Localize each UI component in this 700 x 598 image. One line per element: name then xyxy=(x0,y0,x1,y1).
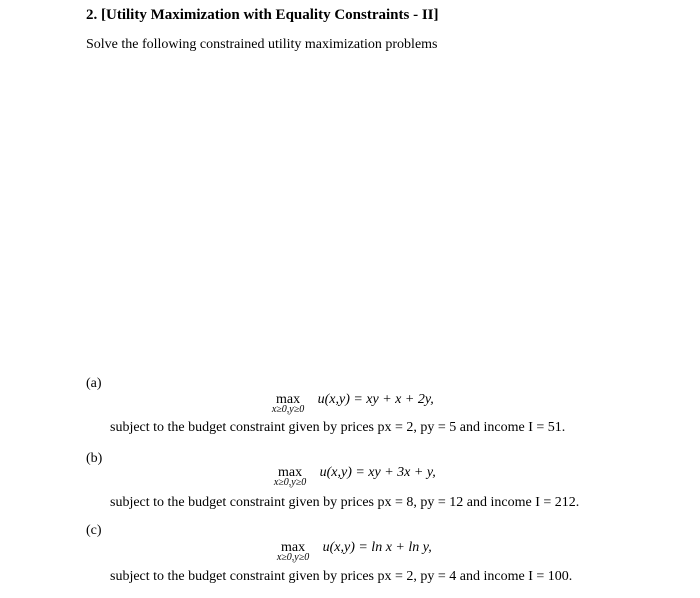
part-a-objective: u(x,y) = xy + x + 2y, xyxy=(317,392,434,407)
problem-intro: Solve the following constrained utility maximization problems xyxy=(86,37,438,52)
part-b-max-operator xyxy=(273,465,307,488)
part-b-label: (b) xyxy=(86,451,103,466)
part-a-constraint: subject to the budget constraint given by prices px = 2, py = 5 and income I = 51. xyxy=(110,420,566,435)
part-b-max-word: max xyxy=(278,465,303,480)
part-b-max-subscript: x≥0,y≥0 xyxy=(273,477,307,488)
part-b-objective-block xyxy=(273,465,436,488)
part-b-constraint: subject to the budget constraint given by prices px = 8, py = 12 and income I = 212. xyxy=(110,495,580,510)
part-c-objective-block xyxy=(276,540,432,563)
part-a-max-word: max xyxy=(276,392,301,407)
part-c-objective: u(x,y) = ln x + ln y, xyxy=(322,540,432,555)
part-b-objective: u(x,y) = xy + 3x + y, xyxy=(319,465,436,480)
part-c-label: (c) xyxy=(86,523,102,538)
part-a-max-operator xyxy=(271,392,305,415)
part-a-max-subscript: x≥0,y≥0 xyxy=(271,404,305,415)
part-c-max-operator xyxy=(276,540,310,563)
part-c-max-word: max xyxy=(281,540,306,555)
part-c-constraint: subject to the budget constraint given by prices px = 2, py = 4 and income I = 100. xyxy=(110,569,573,584)
part-c-max-subscript: x≥0,y≥0 xyxy=(276,552,310,563)
problem-title: 2. [Utility Maximization with Equality Constraints - II] xyxy=(86,7,439,23)
part-a-objective-block xyxy=(271,392,434,415)
part-a-label: (a) xyxy=(86,376,102,391)
